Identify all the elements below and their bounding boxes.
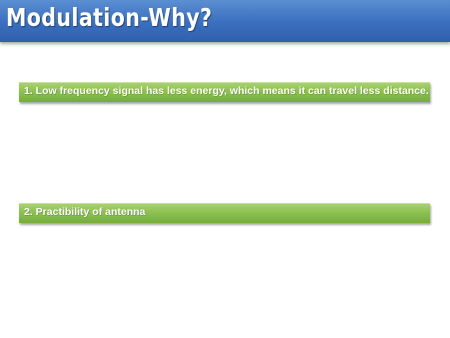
- bullet-point-2: [19, 203, 430, 223]
- slide-title: Modulation-Why?: [6, 3, 213, 32]
- bullet-point-1: [19, 82, 430, 102]
- bullet-point-2-text: 2. Practibility of antenna: [24, 206, 146, 218]
- bullet-point-1-text: 1. Low frequency signal has less energy, which means it can travel less distance.: [24, 85, 429, 97]
- title-bar: [0, 0, 450, 42]
